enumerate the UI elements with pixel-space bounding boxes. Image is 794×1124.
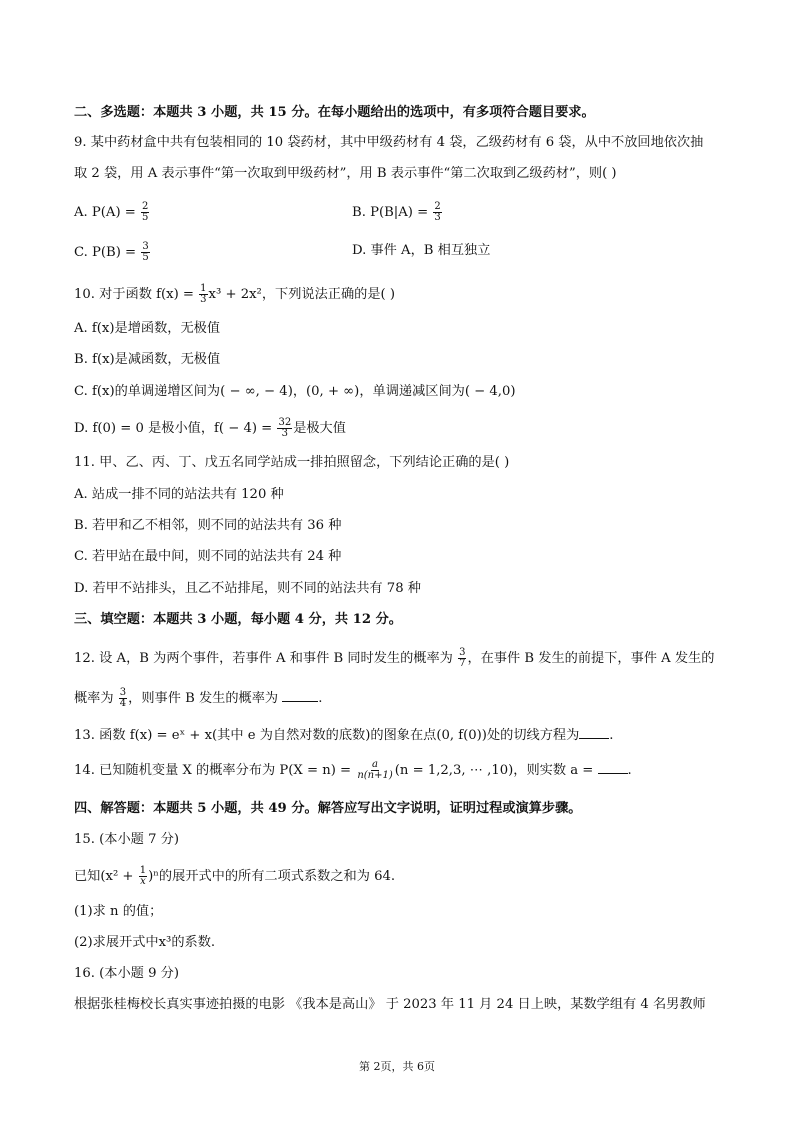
fraction: $\frac{2}{3}$ (434, 201, 441, 223)
fraction: $\frac{3}{7}$ (459, 647, 466, 669)
q10-option-b: B. f(x)是减函数，无极值 (74, 352, 221, 367)
section4-header: 四、解答题：本题共 5 小题，共 49 分。解答应写出文字说明，证明过程或演算步骤。 (74, 801, 582, 816)
q14-stem: 14. 已知随机变量 X 的概率分布为 P(X = n) = $\frac{a}{n(n+1)}$ (n = 1,2,3, ⋯ ,10)，则实数 a = . (74, 759, 632, 781)
q11-option-d: D. 若甲不站排头，且乙不站排尾，则不同的站法共有 78 种 (74, 581, 421, 596)
q12-line1: 12. 设 A，B 为两个事件，若事件 A 和事件 B 同时发生的概率为 $\frac{3}{7}$ ，在事件 B 发生的前提下，事件 A 发生的 (74, 647, 715, 669)
q9-option-a: A. P(A) = $\frac{2}{5}$ (74, 201, 149, 223)
q15-part1: (1)求 n 的值； (74, 904, 163, 919)
q9-option-d: D. 事件 A，B 相互独立 (352, 243, 491, 258)
q13-stem: 13. 函数 f(x) = eˣ + x(其中 e 为自然对数的底数)的图象在点(0, f(0))处的切线方程为 . (74, 728, 614, 743)
fraction: $\frac{2}{5}$ (142, 201, 149, 223)
q11-option-a: A. 站成一排不同的站法共有 120 种 (74, 487, 284, 502)
q15-title: 15. (本小题 7 分) (74, 832, 179, 847)
q15-stem: 已知(x² + $\frac{1}{x}$ )ⁿ的展开式中的所有二项式系数之和为 64. (74, 865, 396, 887)
section3-header: 三、填空题：本题共 3 小题，每小题 4 分，共 12 分。 (74, 612, 402, 627)
q11-option-c: C. 若甲站在最中间，则不同的站法共有 24 种 (74, 549, 342, 564)
q9-option-c: C. P(B) = $\frac{3}{5}$ (74, 241, 149, 263)
q9-stem-line1: 9. 某中药材盒中共有包装相同的 10 袋药材，其中甲级药材有 4 袋，乙级药材有 6 袋，从中不放回地依次抽 (74, 135, 704, 150)
q9-option-b: B. P(B|A) = $\frac{2}{3}$ (352, 201, 441, 223)
answer-blank[interactable] (598, 761, 628, 774)
fraction: $\frac{3}{4}$ (119, 687, 127, 709)
q9-options-row1 (74, 202, 724, 223)
fraction: $\frac{3}{5}$ (142, 241, 149, 263)
fraction: $\frac{32}{3}$ (278, 417, 292, 439)
q12-line2: 概率为 $\frac{3}{4}$ ，则事件 B 发生的概率为 . (74, 687, 323, 709)
q16-title: 16. (本小题 9 分) (74, 966, 179, 981)
q10-option-a: A. f(x)是增函数，无极值 (74, 321, 221, 336)
q11-stem: 11. 甲、乙、丙、丁、戊五名同学站成一排拍照留念，下列结论正确的是( ) (74, 455, 510, 470)
q10-stem: 10. 对于函数 f(x) = $\frac{1}{3}$ x³ + 2x²，下列说法正确的是( ) (74, 283, 395, 305)
q10-option-c: C. f(x)的单调递增区间为( − ∞, − 4)，(0, + ∞)，单调递减区间为( − 4,0) (74, 384, 516, 399)
answer-blank[interactable] (579, 726, 609, 739)
fraction: $\frac{1}{3}$ (200, 283, 207, 305)
section2-header: 二、多选题：本题共 3 小题，共 15 分。在每小题给出的选项中，有多项符合题目要求。 (74, 105, 595, 120)
fraction: $\frac{1}{x}$ (139, 865, 147, 887)
q15-part2: (2)求展开式中x³的系数. (74, 935, 216, 950)
q10-option-d: D. f(0) = 0 是极小值，f( − 4) = $\frac{32}{3}$ 是极大值 (74, 417, 346, 439)
q9-options-row2 (74, 242, 724, 263)
q16-stem: 根据张桂梅校长真实事迹拍摄的电影 《我本是高山》 于 2023 年 11 月 24 日上映，某数学组有 4 名男教师 (74, 997, 706, 1012)
q9-stem-line2: 取 2 袋，用 A 表示事件“第一次取到甲级药材”，用 B 表示事件“第二次取到乙级药材”，则( ) (74, 166, 617, 181)
fraction: $\frac{a}{n(n+1)}$ (357, 759, 393, 781)
answer-blank[interactable] (282, 689, 318, 702)
q11-option-b: B. 若甲和乙不相邻，则不同的站法共有 36 种 (74, 518, 342, 533)
page-footer: 第 2页，共 6页 (359, 1060, 435, 1073)
